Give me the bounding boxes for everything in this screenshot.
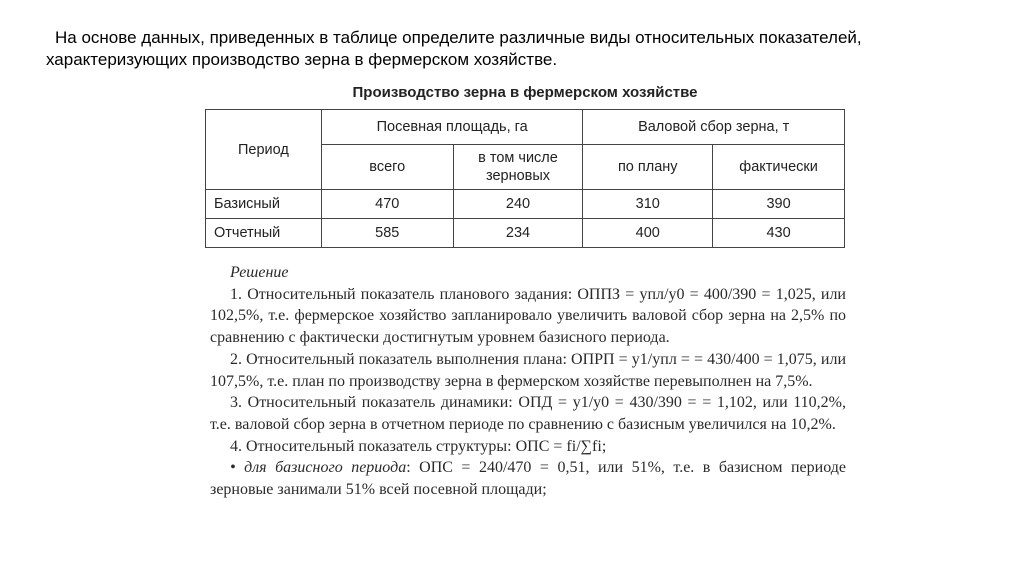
header-actual: фактически: [713, 145, 845, 190]
header-area-grain: [453, 145, 583, 190]
solution-step-4-base-lead: • для базисного периода: [230, 459, 407, 477]
task-statement: На основе данных, приведенных в таблице определите различные виды относительных показателей, характеризующих производство зерна в фермерском хозяйстве.: [46, 28, 862, 69]
solution-step-4: 4. Относительный показатель структуры: ОПС = fi/∑fi;: [230, 437, 607, 455]
solution-step-4-base-text: : ОПС = 240/470 = 0,51, или 51%, т.е. в базисном периоде зерновые занимали 51% всей посевной площади;: [210, 459, 846, 499]
cell-actual: 390: [713, 190, 845, 219]
header-plan: по плану: [583, 145, 713, 190]
cell-period: Отчетный: [206, 219, 322, 248]
cell-area-total: 470: [321, 190, 453, 219]
solution-step-2: 2. Относительный показатель выполнения плана: ОПРП = y1/yпл = = 430/400 = 1,075, или 107,5%, т.е. план по производству зерна в фермерском хозяйстве перевыполнен на 7,5%.: [210, 350, 846, 390]
cell-area-total: 585: [321, 219, 453, 248]
table-row: [206, 190, 845, 219]
header-period: Период: [206, 110, 322, 190]
header-area-total: всего: [321, 145, 453, 190]
table-title: Производство зерна в фермерском хозяйстве: [352, 84, 698, 101]
solution-step-3: 3. Относительный показатель динамики: ОПД = y1/y0 = 430/390 = = 1,102, или 110,2%, т.е. валовой сбор зерна в отчетном периоде по сравнению с базисным увеличился на 10,2%.: [210, 394, 846, 433]
solution-heading: Решение: [230, 264, 289, 281]
solution-block: [210, 262, 846, 501]
cell-actual: 430: [713, 219, 845, 248]
table-row: [206, 219, 845, 248]
cell-area-grain: 234: [453, 219, 583, 248]
cell-area-grain: 240: [453, 190, 583, 219]
grain-production-table: [205, 109, 845, 248]
cell-plan: 310: [583, 190, 713, 219]
header-area-grain-line1: в том числе: [478, 150, 558, 166]
solution-step-1: 1. Относительный показатель планового задания: ОППЗ = yпл/y0 = 400/390 = 1,025, или 102,5%, т.е. фермерское хозяйство запланировало увеличить валовой сбор зерна на 2,5% по сравнению с фактически достигнутым уровнем базисного периода.: [210, 285, 846, 347]
cell-period: Базисный: [206, 190, 322, 219]
header-gross-harvest: Валовой сбор зерна, т: [583, 110, 845, 145]
cell-plan: 400: [583, 219, 713, 248]
header-area-grain-line2: зерновых: [485, 168, 551, 184]
header-sown-area: Посевная площадь, га: [321, 110, 583, 145]
solution-step-4-base: [210, 457, 846, 500]
